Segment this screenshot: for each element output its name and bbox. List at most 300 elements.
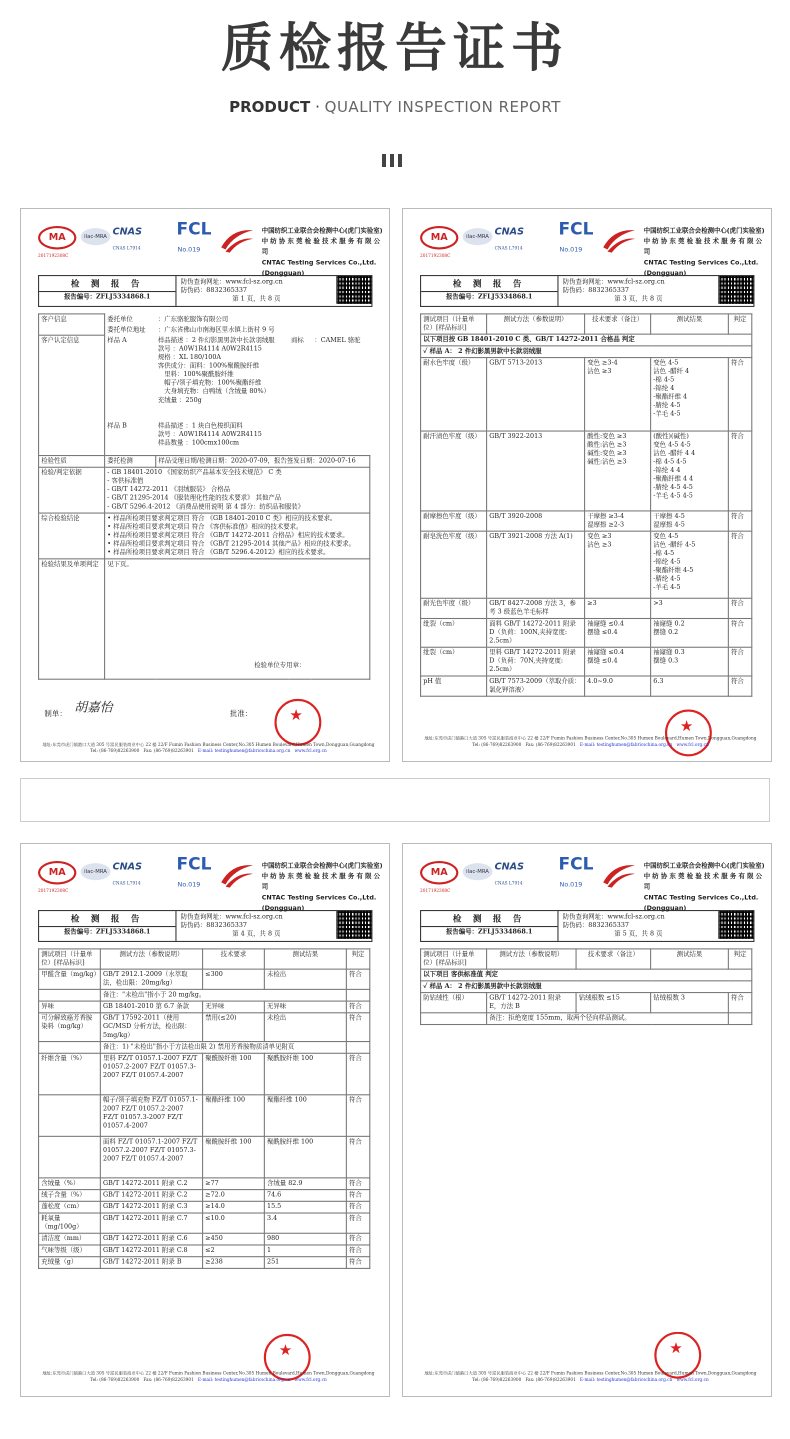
row-requirement: ≤10.0 bbox=[203, 1213, 265, 1233]
basis-line: - GB/T 14272-2011 《羽绒服装》 合格品 bbox=[107, 485, 231, 494]
row-method: GB/T 3920-2008 bbox=[487, 511, 585, 531]
footer-address: 地址:东莞市虎门镇港口大道 305 号富民服装商业中心 22 楼 22/F Fumin Fashion Business Center,No.305 Humen Boulevard,Humen Town,Dongguan,Guangdong bbox=[42, 1370, 375, 1376]
report-page-1 bbox=[20, 208, 390, 762]
row-requirement: ≤2 bbox=[203, 1245, 265, 1257]
sample-a-line: 客供成分：面料：100%聚酰胺纤维 bbox=[157, 361, 260, 370]
sample-b-line: 款号 ：A0W1R4114 A0W2R4115 bbox=[157, 430, 262, 439]
qr-code-icon bbox=[718, 911, 753, 939]
row-result: 无异味 bbox=[264, 1001, 346, 1013]
row-result: 变色 4-5 沾色 -醋纤 4 -棉 4-5 -锦纶 4 -聚酯纤维 4 -腈纶 4-5 -羊毛 4-5 bbox=[651, 358, 729, 431]
table-row bbox=[421, 531, 752, 598]
hero-subtitle-bold: PRODUCT bbox=[229, 98, 311, 116]
conclusion-line: • 样品所检项目要求判定项目 符合 《GB/T 21295-2014 其他产品》相应的技术要求。 bbox=[107, 540, 356, 548]
row-item: 耐皂洗色牢度（级） bbox=[421, 531, 487, 598]
brand-key: 商标 bbox=[290, 336, 304, 344]
conclusion-lines bbox=[105, 513, 370, 559]
row-requirement: ≥72.0 bbox=[203, 1190, 265, 1202]
client-info-table bbox=[38, 313, 370, 679]
report-number: 报告编号：ZFLJ5334868.1 bbox=[64, 293, 151, 301]
page-number: 第 5 页，共 8 页 bbox=[614, 930, 663, 938]
ma-logo: MA bbox=[420, 226, 458, 249]
row-item bbox=[39, 1136, 101, 1178]
row-item: 耐光色牢度（级） bbox=[421, 598, 487, 618]
maker-signature: 胡嘉怡 bbox=[74, 699, 113, 715]
ilac-logo: ilac-MRA bbox=[81, 228, 111, 245]
row-result: 未检出 bbox=[264, 1013, 346, 1042]
org-name bbox=[644, 226, 771, 279]
row-item bbox=[39, 989, 101, 1001]
sample-b-lines bbox=[156, 421, 370, 455]
table-row bbox=[39, 1053, 370, 1095]
row-verdict: 符合 bbox=[728, 647, 751, 676]
results-table bbox=[420, 948, 752, 1025]
org-name bbox=[262, 226, 389, 279]
results-table bbox=[38, 948, 370, 1269]
page-number: 第 4 页，共 8 页 bbox=[232, 930, 281, 938]
header-item: 测试项目（计量单位）[样品标识] bbox=[421, 949, 487, 969]
swirl-logo-icon bbox=[219, 226, 255, 254]
footer-contact bbox=[38, 748, 379, 754]
row-verdict: 符合 bbox=[346, 1213, 369, 1233]
basis-line: - GB/T 5296.4-2012 《消费品使用说明 第 4 部分：纺织品和服装》 bbox=[107, 502, 305, 511]
row-verdict bbox=[728, 1013, 751, 1025]
sample-a-key: 样品 A bbox=[107, 336, 127, 344]
org-line-3: CNTAC Testing Services Co.,Ltd.(Dongguan) bbox=[643, 894, 759, 913]
footer-email[interactable]: E-mail: testinghumen@fabricschina.org.cn bbox=[579, 1376, 673, 1382]
results-table bbox=[420, 313, 752, 696]
table-row bbox=[421, 993, 752, 1013]
row-method: GB/T 14272-2011 附录 C.8 bbox=[100, 1245, 202, 1257]
org-name bbox=[262, 861, 389, 914]
qr-code-icon bbox=[336, 276, 371, 304]
fcl-logo: FCL bbox=[558, 853, 594, 874]
hero-subtitle bbox=[0, 98, 790, 116]
footer-contact bbox=[420, 742, 761, 748]
footer-website[interactable]: www.fcl.org.cn bbox=[676, 1376, 709, 1382]
row-result: 980 bbox=[264, 1233, 346, 1245]
row-method: GB/T 14272-2011 附录 B bbox=[100, 1257, 202, 1269]
hero-subtitle-sep: · bbox=[315, 98, 320, 116]
client-addr-value: ：广东省佛山市南海区里水镇上街村 9 号 bbox=[157, 325, 275, 334]
sample-a-lines bbox=[156, 335, 289, 421]
approver-label: 批准： bbox=[229, 709, 253, 719]
footer-tel: Tel: (86-769)82263900 bbox=[472, 1376, 522, 1382]
sample-a-line: 帽子/领子填充物：100%聚酯纤维 bbox=[164, 378, 262, 387]
footer-website[interactable]: www.fcl.org.cn bbox=[294, 747, 327, 754]
logo-row bbox=[38, 218, 388, 278]
fcl-logo: FCL bbox=[176, 218, 212, 239]
row-result: 74.6 bbox=[264, 1190, 346, 1202]
basis-line: - 客供标准值 bbox=[107, 477, 144, 485]
remark-value: 见下页。 bbox=[107, 560, 133, 568]
row-item: 蓬松度（cm） bbox=[39, 1201, 101, 1213]
header-verdict: 判定 bbox=[346, 949, 369, 969]
row-result: 袖窿缝 0.2 摆缝 0.2 bbox=[651, 618, 729, 647]
row-method: GB/T 3922-2013 bbox=[487, 431, 585, 511]
header-result: 测试结果 bbox=[651, 949, 729, 969]
footer-email[interactable]: E-mail: testinghumen@fabricschina.org.cn bbox=[197, 1376, 291, 1382]
page-footer bbox=[38, 742, 379, 755]
table-row bbox=[39, 1213, 370, 1233]
query-code: 防伪码：8832365337 bbox=[562, 286, 629, 295]
header-method: 测试方法（参数说明） bbox=[100, 949, 202, 969]
row-requirement: 袖窿缝 ≤0.4 摆缝 ≤0.4 bbox=[585, 647, 651, 676]
row-result: 含绒量 82.9 bbox=[264, 1178, 346, 1190]
org-line-2: 中 纺 协 东 莞 检 验 技 术 服 务 有 限 公 司 bbox=[643, 237, 763, 256]
row-result: 未检出 bbox=[264, 969, 346, 989]
footer-fax: Fax: (86-769)82263901 bbox=[525, 741, 576, 747]
table-row bbox=[421, 511, 752, 531]
ma-id: 2017192308C bbox=[420, 887, 451, 893]
cnas-id: CNAS L7914 bbox=[494, 880, 523, 886]
row-item bbox=[39, 1042, 101, 1054]
page-number: 第 1 页，共 8 页 bbox=[232, 295, 281, 303]
row-verdict: 符合 bbox=[346, 1190, 369, 1202]
cnas-logo: CNAS bbox=[112, 227, 142, 238]
row-verdict bbox=[346, 1042, 369, 1054]
footer-email[interactable]: E-mail: testinghumen@fabricschina.org.cn bbox=[579, 741, 673, 747]
dates-value: 样品受理日期/检测日期：2020-07-09，报告签发日期：2020-07-16 bbox=[156, 456, 370, 468]
ma-logo: MA bbox=[420, 861, 458, 884]
page-footer bbox=[420, 1370, 761, 1383]
footer-website[interactable]: www.fcl.org.cn bbox=[294, 1376, 327, 1382]
footer-fax: Fax: (86-769)82263901 bbox=[525, 1376, 576, 1382]
row-requirement: ≥450 bbox=[203, 1233, 265, 1245]
ma-logo: MA bbox=[38, 226, 76, 249]
row-method: GB/T 14272-2011 附录 E，方法 B bbox=[487, 993, 576, 1013]
fcl-number: No.019 bbox=[177, 246, 201, 254]
sample-a-line: 大身填充物：白鸭绒（含绒量 80%） bbox=[164, 387, 270, 395]
row-method: 备注：拒绝宽度 155mm，取两个径向样品测试。 bbox=[487, 1013, 729, 1025]
sample-a-line: 里料：100%聚酰胺纤维 bbox=[164, 370, 234, 378]
client-info-label: 客户信息 bbox=[39, 314, 105, 335]
ilac-logo: ilac-MRA bbox=[81, 863, 111, 880]
table-row bbox=[421, 431, 752, 511]
fcl-number: No.019 bbox=[177, 881, 201, 889]
row-method: GB/T 5713-2013 bbox=[487, 358, 585, 431]
row-method: 面料 FZ/T 01057.1-2007 FZ/T 01057.2-2007 FZ/T 01057.3-2007 FZ/T 01057.4-2007 bbox=[100, 1136, 202, 1178]
table-row bbox=[39, 1042, 370, 1054]
sample-a-line: 款号 ：A0W1R4114 A0W2R4115 bbox=[157, 344, 262, 353]
maker-label: 制单： bbox=[44, 709, 67, 719]
footer-fax: Fax: (86-769)82263901 bbox=[143, 1376, 194, 1382]
footer-contact bbox=[420, 1377, 761, 1383]
conclusion-key: 综合检验结论 bbox=[39, 513, 105, 559]
table-row bbox=[39, 969, 370, 989]
report-number: 报告编号：ZFLJ5334868.1 bbox=[446, 293, 533, 301]
row-result: 聚酰胺纤维 100 bbox=[264, 1053, 346, 1095]
page-2-content bbox=[403, 209, 770, 747]
row-verdict: 符合 bbox=[346, 1201, 369, 1213]
row-verdict: 符合 bbox=[728, 511, 751, 531]
table-row bbox=[39, 1001, 370, 1013]
stamp-label: 检验单位专用章： bbox=[254, 661, 306, 670]
ilac-logo: ilac-MRA bbox=[463, 228, 493, 245]
table-row bbox=[421, 647, 752, 676]
conclusion-line: • 样品所检项目要求判定项目 符合 《客供标准值》相应的技术要求。 bbox=[107, 523, 303, 531]
row-method: GB/T 3921-2008 方法 A(1) bbox=[487, 531, 585, 598]
row-item: 防钻绒性（根） bbox=[421, 993, 487, 1013]
sample-a-line: 充绒量 ：250g bbox=[157, 395, 202, 404]
page-3-content bbox=[21, 844, 388, 1382]
row-verdict: 符合 bbox=[728, 676, 751, 696]
org-line-1: 中国纺织工业联合会检测中心(虎门实验室) bbox=[261, 862, 383, 870]
table-row bbox=[39, 1245, 370, 1257]
row-requirement: ≥14.0 bbox=[203, 1201, 265, 1213]
row-item: 气味等级（级） bbox=[39, 1245, 101, 1257]
header-verdict: 判定 bbox=[728, 314, 751, 334]
row-item: 可分解致癌芳香胺染料（mg/kg） bbox=[39, 1013, 101, 1042]
org-line-1: 中国纺织工业联合会检测中心(虎门实验室) bbox=[261, 227, 383, 235]
conclusion-line: • 样品所检项目要求判定项目 符合 《GB/T 14272-2011 合格品》相应的技术要求。 bbox=[107, 531, 349, 540]
row-verdict: 符合 bbox=[728, 598, 751, 618]
client-addr-key: 委托单位地址 bbox=[107, 325, 146, 334]
sample-row: ✓ 样品 A： 2 件幻影黑男款中长款羽绒服 bbox=[421, 981, 752, 993]
row-item: 耐水色牢度（级） bbox=[421, 358, 487, 431]
org-line-2: 中 纺 协 东 莞 检 验 技 术 服 务 有 限 公 司 bbox=[261, 237, 381, 256]
row-result: 15.5 bbox=[264, 1201, 346, 1213]
row-result: 袖窿缝 0.3 摆缝 0.3 bbox=[651, 647, 729, 676]
header-requirement: 技术要求（备注） bbox=[576, 949, 651, 969]
org-line-2: 中 纺 协 东 莞 检 验 技 术 服 务 有 限 公 司 bbox=[261, 872, 381, 891]
cnas-id: CNAS L7914 bbox=[112, 880, 141, 886]
row-verdict: 符合 bbox=[728, 431, 751, 511]
report-title: 检 测 报 告 bbox=[39, 276, 175, 292]
row-verdict: 符合 bbox=[346, 1095, 369, 1137]
org-line-3: CNTAC Testing Services Co.,Ltd.(Dongguan) bbox=[261, 894, 377, 913]
row-result: 1 bbox=[264, 1245, 346, 1257]
footer-tel: Tel: (86-769)82263900 bbox=[472, 741, 522, 747]
table-row bbox=[39, 1201, 370, 1213]
cnas-logo: CNAS bbox=[494, 227, 524, 238]
fcl-number: No.019 bbox=[559, 246, 583, 254]
table-row bbox=[39, 1190, 370, 1202]
section-note: 以下项目 客供标准值 判定 bbox=[421, 969, 752, 981]
row-requirement: ≤300 bbox=[203, 969, 265, 989]
table-row bbox=[421, 598, 752, 618]
row-method: GB 18401-2010 第 6.7 条款 bbox=[100, 1001, 202, 1013]
org-line-2: 中 纺 协 东 莞 检 验 技 术 服 务 有 限 公 司 bbox=[643, 872, 763, 891]
query-url: 防伪查询网址：www.fcl-sz.org.cn bbox=[180, 913, 283, 921]
logo-row bbox=[38, 853, 388, 913]
ma-id: 2017192308C bbox=[38, 887, 69, 893]
report-number: 报告编号：ZFLJ5334868.1 bbox=[446, 928, 533, 936]
row-result: 干摩擦 4-5 湿摩擦 4-5 bbox=[651, 511, 729, 531]
swirl-logo-icon bbox=[601, 861, 637, 889]
row-item bbox=[421, 1013, 487, 1025]
row-result: >3 bbox=[651, 598, 729, 618]
query-code: 防伪码：8832365337 bbox=[562, 921, 629, 930]
row-requirement: 聚酯纤维 100 bbox=[203, 1095, 265, 1137]
qr-code-icon bbox=[336, 911, 371, 939]
header-method: 测试方法（参数说明） bbox=[487, 949, 576, 969]
page-1-content bbox=[21, 209, 388, 754]
row-method: GB/T 14272-2011 附录 C.3 bbox=[100, 1201, 202, 1213]
row-item: 充绒量（g） bbox=[39, 1257, 101, 1269]
header-method: 测试方法（参数说明） bbox=[487, 314, 585, 334]
row-requirement: 聚酰胺纤维 100 bbox=[203, 1136, 265, 1178]
header-result: 测试结果 bbox=[651, 314, 729, 334]
cnas-id: CNAS L7914 bbox=[494, 245, 523, 251]
row-requirement: 禁用(≤20) bbox=[203, 1013, 265, 1042]
footer-website[interactable]: www.fcl.org.cn bbox=[676, 741, 709, 747]
fcl-logo: FCL bbox=[558, 218, 594, 239]
row-method: GB/T 2912.1-2009（水萃取法，检出限：20mg/kg） bbox=[100, 969, 202, 989]
remark-value-cell bbox=[105, 559, 370, 679]
conclusion-line: • 样品所检项目要求判定项目 符合 《GB/T 5296.4-2012》相应的技术要求。 bbox=[107, 548, 330, 557]
decorative-bars bbox=[382, 152, 410, 166]
report-page-3 bbox=[20, 843, 390, 1397]
row-item: 异味 bbox=[39, 1001, 101, 1013]
row-requirement: 聚酰胺纤维 100 bbox=[203, 1053, 265, 1095]
swirl-logo-icon bbox=[601, 226, 637, 254]
footer-address: 地址:东莞市虎门镇港口大道 305 号富民服装商业中心 22 楼 22/F Fumin Fashion Business Center,No.305 Humen Boulevard,Humen Town,Dongguan,Guangdong bbox=[424, 1370, 757, 1376]
row-verdict: 符合 bbox=[346, 1136, 369, 1178]
row-verdict: 符合 bbox=[346, 1233, 369, 1245]
hero-subtitle-light: QUALITY INSPECTION REPORT bbox=[324, 98, 561, 116]
report-title: 检 测 报 告 bbox=[421, 911, 557, 927]
row-method: 里料 FZ/T 01057.1-2007 FZ/T 01057.2-2007 FZ/T 01057.3-2007 FZ/T 01057.4-2007 bbox=[100, 1053, 202, 1095]
table-row bbox=[39, 1136, 370, 1178]
report-header bbox=[420, 910, 754, 942]
report-header bbox=[420, 275, 754, 307]
ma-id: 2017192308C bbox=[38, 252, 69, 258]
table-row bbox=[421, 618, 752, 647]
report-number: 报告编号：ZFLJ5334868.1 bbox=[64, 928, 151, 936]
row-method: 帽子/领子填充物 FZ/T 01057.1-2007 FZ/T 01057.2-2007 FZ/T 01057.3-2007 FZ/T 01057.4-2007 bbox=[100, 1095, 202, 1137]
client-name-key: 委托单位 bbox=[107, 314, 133, 323]
basis-key: 检验/判定依据 bbox=[39, 467, 105, 513]
row-requirement: 无异味 bbox=[203, 1001, 265, 1013]
row-item: 含绒量（%） bbox=[39, 1178, 101, 1190]
cnas-logo: CNAS bbox=[112, 862, 142, 873]
page-footer bbox=[420, 735, 761, 748]
table-row bbox=[421, 1013, 752, 1025]
row-result: (酸性)(碱性) 变色 4-5 4-5 沾色 -醋纤 4 4 -棉 4-5 4-5 -锦纶 4 4 -聚酯纤维 4 4 -腈纶 4-5 4-5 -羊毛 4-5 4-5 bbox=[651, 431, 729, 511]
row-verdict: 符合 bbox=[728, 618, 751, 647]
org-line-1: 中国纺织工业联合会检测中心(虎门实验室) bbox=[643, 862, 765, 870]
swirl-logo-icon bbox=[219, 861, 255, 889]
hero-title: 质检报告证书 bbox=[220, 19, 569, 79]
footer-address: 地址:东莞市虎门镇港口大道 305 号富民服装商业中心 22 楼 22/F Fumin Fashion Business Center,No.305 Humen Boulevard,Humen Town,Dongguan,Guangdong bbox=[424, 735, 757, 741]
row-requirement: 袖窿缝 ≤0.4 摆缝 ≤0.4 bbox=[585, 618, 651, 647]
row-requirement: 钻绒根数 ≤15 bbox=[576, 993, 651, 1013]
org-line-3: CNTAC Testing Services Co.,Ltd.(Dongguan) bbox=[261, 259, 377, 278]
ma-logo: MA bbox=[38, 861, 76, 884]
row-result: 聚酰胺纤维 100 bbox=[264, 1136, 346, 1178]
query-code: 防伪码：8832365337 bbox=[180, 286, 247, 295]
test-type-key: 检验性质 bbox=[39, 456, 105, 468]
row-requirement: 酸性:变色 ≥3 酸性:沾色 ≥3 碱性:变色 ≥3 碱性:沾色 ≥3 bbox=[585, 431, 651, 511]
row-item: 清洁度（mm） bbox=[39, 1233, 101, 1245]
cnas-logo: CNAS bbox=[494, 862, 524, 873]
row-result: 聚酯纤维 100 bbox=[264, 1095, 346, 1137]
report-title: 检 测 报 告 bbox=[39, 911, 175, 927]
footer-tel: Tel: (86-769)82263900 bbox=[90, 1376, 140, 1382]
table-row bbox=[39, 1233, 370, 1245]
section-note: 以下项目按 GB 18401-2010 C 类、GB/T 14272-2011 合格品 判定 bbox=[421, 334, 752, 346]
row-verdict: 符合 bbox=[346, 1013, 369, 1042]
table-row bbox=[39, 989, 370, 1001]
row-verdict: 符合 bbox=[346, 1257, 369, 1269]
row-requirement: 变色 ≥3 沾色 ≥3 bbox=[585, 531, 651, 598]
table-row bbox=[39, 1013, 370, 1042]
query-code: 防伪码：8832365337 bbox=[180, 921, 247, 930]
fcl-number: No.019 bbox=[559, 881, 583, 889]
report-page-2 bbox=[402, 208, 772, 762]
row-item: 耗氧量（mg/100g） bbox=[39, 1213, 101, 1233]
footer-address: 地址:东莞市虎门镇港口大道 305 号富民服装商业中心 22 楼 22/F Fumin Fashion Business Center,No.305 Humen Boulevard,Humen Town,Dongguan,Guangdong bbox=[42, 741, 375, 747]
row-item: 耐摩擦色牢度（级） bbox=[421, 511, 487, 531]
row-method: GB/T 14272-2011 附录 C.2 bbox=[100, 1190, 202, 1202]
row-item: pH 值 bbox=[421, 676, 487, 696]
official-seal-icon bbox=[665, 710, 712, 757]
row-item: 绒子含量（%） bbox=[39, 1190, 101, 1202]
row-method: 备注："未检出"指小于 20 mg/kg。 bbox=[100, 989, 346, 1001]
footer-email[interactable]: E-mail: testinghumen@fabricschina.org.cn bbox=[197, 747, 291, 754]
fcl-logo: FCL bbox=[176, 853, 212, 874]
page-number: 第 3 页，共 8 页 bbox=[614, 295, 663, 303]
logo-row bbox=[420, 853, 770, 913]
row-verdict: 符合 bbox=[346, 1053, 369, 1095]
sample-b-line: 样品描述 ：1 块白色梭织面料 bbox=[157, 422, 243, 430]
sample-row: ✓ 样品 A： 2 件幻影黑男款中长款羽绒服 bbox=[421, 346, 752, 358]
ma-id: 2017192308C bbox=[420, 252, 451, 258]
table-row bbox=[421, 676, 752, 696]
header-item: 测试项目（计量单位）[样品标识] bbox=[421, 314, 487, 334]
logo-row bbox=[420, 218, 770, 278]
footer-tel: Tel: (86-769)82263900 bbox=[90, 747, 140, 754]
row-requirement: ≥77 bbox=[203, 1178, 265, 1190]
row-verdict bbox=[346, 989, 369, 1001]
row-item: 纤维含量（%） bbox=[39, 1053, 101, 1095]
query-url: 防伪查询网址：www.fcl-sz.org.cn bbox=[562, 913, 665, 921]
official-seal-icon bbox=[274, 699, 321, 746]
row-verdict: 符合 bbox=[346, 1245, 369, 1257]
remark-key: 检验结果及单项判定 bbox=[39, 559, 105, 679]
row-item: 甲醛含量（mg/kg） bbox=[39, 969, 101, 989]
row-verdict: 符合 bbox=[346, 969, 369, 989]
row-method: 备注：1) "未检出"指小于方法检出限 2) 禁用芳香胺物质清单见附页 bbox=[100, 1042, 346, 1054]
row-method: 里料 GB/T 14272-2011 附录 D（负荷：70N,夹持宽度: 2.5cm） bbox=[487, 647, 585, 676]
row-item: 纰裂（cm） bbox=[421, 618, 487, 647]
row-method: GB/T 17592-2011（使用 GC/MSD 分析方法，检出限：5mg/kg） bbox=[100, 1013, 202, 1042]
ilac-logo: ilac-MRA bbox=[463, 863, 493, 880]
table-row bbox=[421, 358, 752, 431]
row-method: GB/T 14272-2011 附录 C.2 bbox=[100, 1178, 202, 1190]
org-line-3: CNTAC Testing Services Co.,Ltd.(Dongguan) bbox=[643, 259, 759, 278]
row-item: 耐汗渍色牢度（级） bbox=[421, 431, 487, 511]
header-requirement: 技术要求 bbox=[203, 949, 265, 969]
row-result: 6.3 bbox=[651, 676, 729, 696]
test-type-value: 委托检测 bbox=[105, 456, 156, 468]
row-requirement: ≥3 bbox=[585, 598, 651, 618]
row-result: 钻绒根数 3 bbox=[651, 993, 729, 1013]
row-verdict: 符合 bbox=[346, 1178, 369, 1190]
conclusion-line: • 样品所检项目要求判定项目 符合 《GB 18401-2010 C 类》相应的技术要求。 bbox=[107, 514, 337, 523]
sample-b-key: 样品 B bbox=[107, 422, 127, 430]
divider-strip bbox=[20, 778, 770, 822]
row-item bbox=[39, 1095, 101, 1137]
report-header bbox=[38, 910, 372, 942]
sample-a-line: 规格 ：XL 180/100A bbox=[157, 353, 222, 361]
row-verdict: 符合 bbox=[728, 993, 751, 1013]
table-row bbox=[39, 1178, 370, 1190]
page-4-content bbox=[403, 844, 770, 1382]
sample-a-line: 样品描述 ：2 件幻影黑男款中长款羽绒服 bbox=[157, 336, 275, 344]
row-result: 251 bbox=[264, 1257, 346, 1269]
table-row bbox=[39, 1257, 370, 1269]
